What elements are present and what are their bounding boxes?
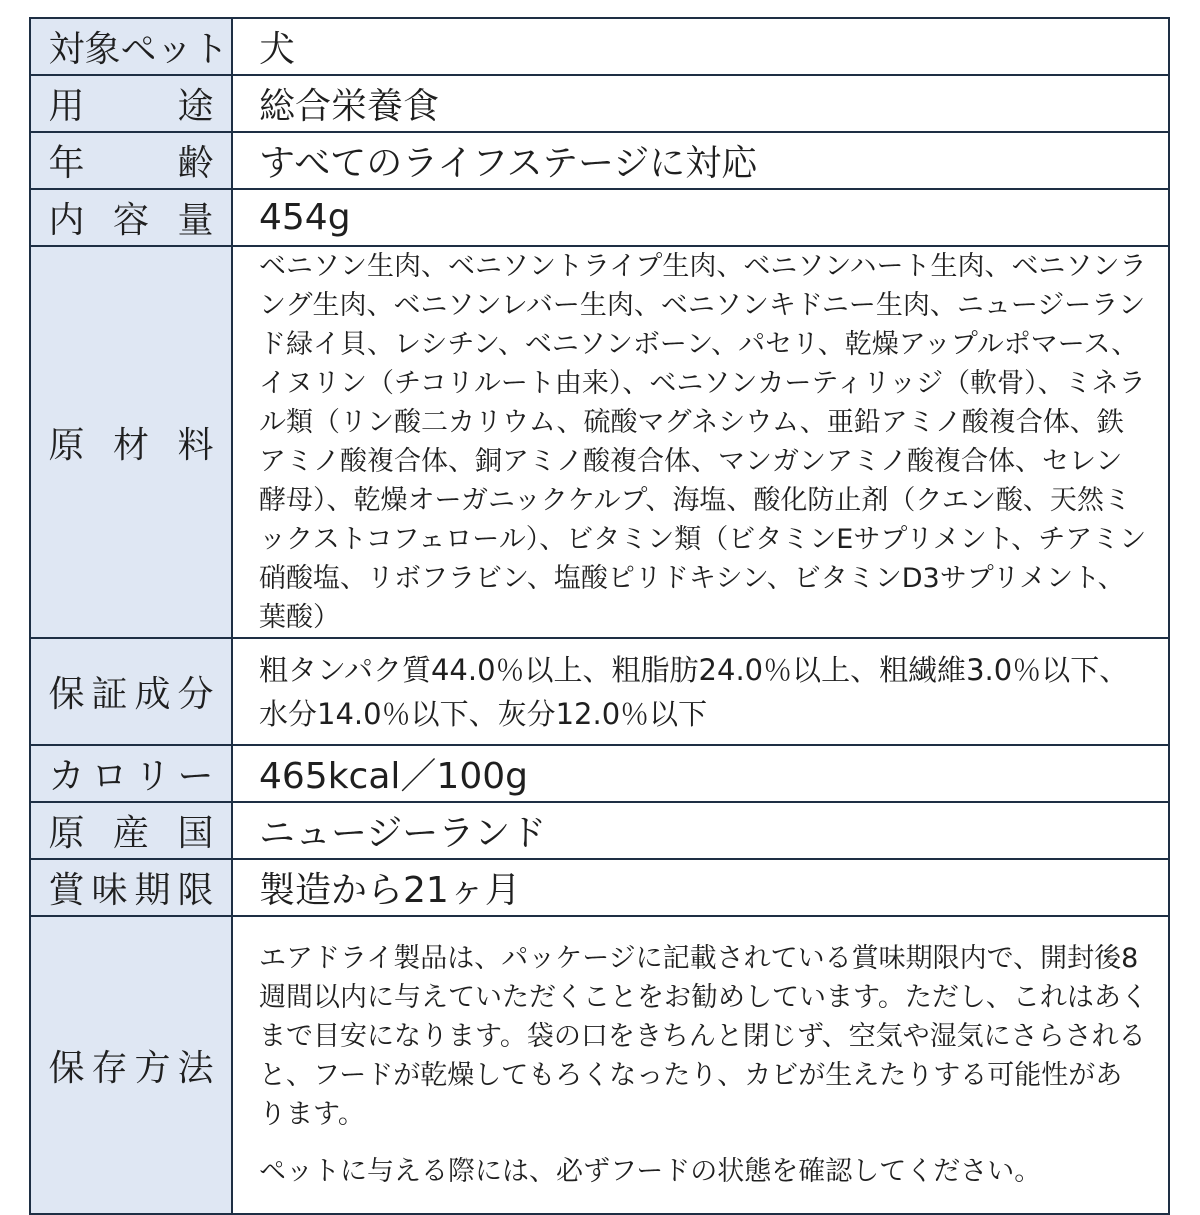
value-guaranteed-analysis: 粗タンパク質44.0％以上、粗脂肪24.0％以上、粗繊維3.0％以下、水分14.0％以下、灰分12.0％以下 [232, 638, 1169, 745]
label-calories [30, 745, 232, 802]
label-target-pet-text: 対象ペット [48, 29, 229, 70]
product-spec-table [29, 17, 1170, 1215]
table-row-storage [30, 916, 1169, 1214]
table-row-country-of-origin [30, 802, 1169, 859]
label-ingredients-text: 原材料 [48, 424, 214, 466]
table-row-net-weight [30, 189, 1169, 246]
label-age [30, 132, 232, 189]
ingredients-text: ベニソン生肉、ベニソントライプ生肉、ベニソンハート生肉、ベニソンラング生肉、ベニソンレバー生肉、ベニソンキドニー生肉、ニュージーランド緑イ貝、レシチン、ベニソンボーン、パセリ、乾燥アップルポマース、イヌリン（チコリルート由来）、ベニソンカーティリッジ（軟骨）、ミネラル類（リン酸二カリウム、硫酸マグネシウム、亜鉛アミノ酸複合体、鉄アミノ酸複合体、銅アミノ酸複合体、マンガンアミノ酸複合体、セレン酵母）、乾燥オーガニックケルプ、海塩、酸化防止剤（クエン酸、天然ミックストコフェロール）、ビタミン類（ビタミンEサプリメント、チアミン硝酸塩、リボフラビン、塩酸ピリドキシン、ビタミンD3サプリメント、葉酸） [259, 251, 1147, 633]
label-target-pet [30, 18, 232, 75]
label-age-text: 年齢 [48, 143, 214, 184]
table-row-purpose [30, 75, 1169, 132]
table-row-guaranteed-analysis [30, 638, 1169, 745]
value-country-of-origin: ニュージーランド [232, 802, 1169, 859]
storage-note: ペットに与える際には、必ずフードの状態を確認してください。 [259, 1156, 1042, 1187]
table-row-best-before [30, 859, 1169, 916]
label-country-of-origin-text: 原産国 [48, 813, 214, 854]
value-purpose: 総合栄養食 [232, 75, 1169, 132]
value-target-pet: 犬 [232, 18, 1169, 75]
label-best-before [30, 859, 232, 916]
value-net-weight: 454g [232, 189, 1169, 246]
table-row-age [30, 132, 1169, 189]
label-country-of-origin [30, 802, 232, 859]
label-purpose-text: 用途 [48, 86, 214, 127]
label-storage-text: 保存方法 [48, 1047, 214, 1089]
label-net-weight [30, 189, 232, 246]
value-storage [232, 916, 1169, 1214]
table-row-ingredients [30, 246, 1169, 638]
label-net-weight-text: 内容量 [48, 200, 214, 241]
value-ingredients [232, 246, 1169, 638]
storage-text: エアドライ製品は、パッケージに記載されている賞味期限内で、開封後8週間以内に与えていただくことをお勧めしています。ただし、これはあくまで目安になります。袋の口をきちんと閉じず、空気や湿気にさらされると、フードが乾燥してもろくなったり、カビが生えたりする可能性があります。 [259, 943, 1148, 1130]
label-purpose [30, 75, 232, 132]
value-calories: 465kcal／100g [232, 745, 1169, 802]
table-row-target-pet [30, 18, 1169, 75]
label-best-before-text: 賞味期限 [48, 870, 214, 911]
value-best-before: 製造から21ヶ月 [232, 859, 1169, 916]
label-guaranteed-analysis [30, 638, 232, 745]
label-ingredients [30, 246, 232, 638]
value-age: すべてのライフステージに対応 [232, 132, 1169, 189]
label-calories-text: カロリー [48, 756, 214, 797]
label-guaranteed-analysis-text: 保証成分 [48, 674, 214, 715]
table-row-calories [30, 745, 1169, 802]
label-storage [30, 916, 232, 1214]
